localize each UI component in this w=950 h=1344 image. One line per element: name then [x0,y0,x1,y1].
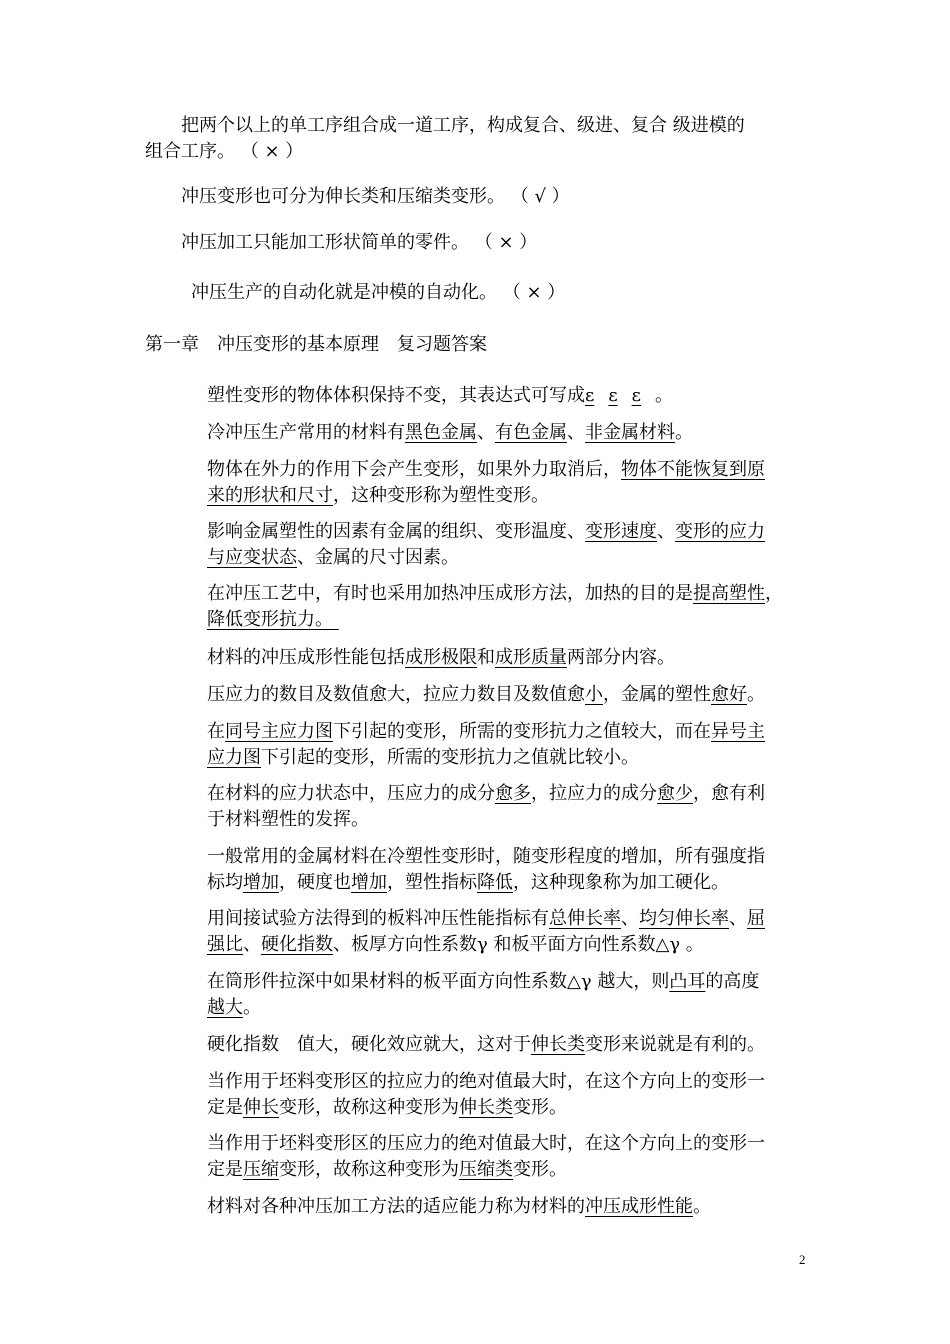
question-3-line-2 [207,484,549,508]
answer: 总伸长率 [549,908,621,929]
answer: 物体不能恢复到原 [621,459,765,480]
answer-blank [585,385,655,406]
answer: 强比 [207,934,243,955]
text-run: 材料对各种冲压加工方法的适应能力称为材料的 [207,1196,585,1217]
question-7 [207,683,765,707]
text-run: ，愈有利 [693,783,765,804]
question-14-line-2 [207,1096,567,1120]
text-run: 变形。 [513,1159,567,1180]
intro-line-2: 组合工序。 （ × ） [145,141,304,162]
answer: 与应变状态 [207,547,297,568]
page-number: 2 [799,1252,806,1267]
question-13 [207,1033,765,1057]
answer: 来的形状和尺寸 [207,485,333,506]
question-8-line-1 [207,720,765,744]
question-16 [207,1195,711,1219]
text-run: 在材料的应力状态中，压应力的成分 [207,783,495,804]
answer: 小 [585,684,603,705]
answer: 伸长类 [531,1034,585,1055]
intro-line-3: 冲压变形也可分为伸长类和压缩类变形。 （ √ ） [181,186,570,207]
answer: 硬化指数 [261,934,333,955]
answer: 增加 [351,872,387,893]
answer: 降低变形抗力。 [207,609,333,630]
text-run: 压应力的数目及数值愈大，拉应力数目及数值愈 [207,684,585,705]
text-run: ，拉应力的成分 [531,783,657,804]
question-8-line-2 [207,746,639,770]
text-run: 的高度 [705,971,760,992]
text-run: 材料的冲压成形性能包括 [207,647,405,668]
text-run: 下引起的变形，所需的变形抗力之值就比较小。 [261,747,639,768]
question-10-line-1: 一般常用的金属材料在冷塑性变形时，随变形程度的增加，所有强度指 [207,846,765,867]
question-3-line-1 [207,458,765,482]
text-run: 冷冲压生产常用的材料有 [207,422,405,443]
answer: 压缩 [243,1159,279,1180]
question-12-line-2 [207,996,261,1020]
answer: 异号主 [711,721,765,742]
text-run: 影响金属塑性的因素有金属的组织、变形温度、 [207,521,585,542]
text-run: 变形，故称这种变形为 [279,1159,459,1180]
answer: 非金属材料 [585,422,675,443]
answer: 降低 [477,872,513,893]
answer: 均匀伸长率 [639,908,729,929]
answer: 变形速度 [585,521,657,542]
text-run: 两部分内容。 [567,647,675,668]
text-run: 、 [567,422,585,443]
answer: 应力图 [207,747,261,768]
answer: 冲压成形性能 [585,1196,693,1217]
answer: 提高塑性 [693,583,765,604]
answer: 愈好 [711,684,747,705]
question-15-line-1: 当作用于坯料变形区的压应力的绝对值最大时，在这个方向上的变形一 [207,1133,765,1154]
text-run: 。 [693,1196,711,1217]
text-run: 。 [675,422,693,443]
answer: 愈多 [495,783,531,804]
question-4-line-1 [207,520,765,544]
question-11-line-1 [207,907,765,931]
text-run: ，硬度也 [279,872,351,893]
answer: 压缩类 [459,1159,513,1180]
text-run: ，这种变形称为塑性变形。 [333,485,549,506]
text-run: 物体在外力的作用下会产生变形，如果外力取消后， [207,459,621,480]
answer: 成形极限 [405,647,477,668]
text-run: 在筒形件拉深中如果材料的板平面方向性系数△γ 越大，则 [207,971,670,992]
text-run: ，金属的塑性 [603,684,711,705]
text-run: 用间接试验方法得到的板料冲压性能指标有 [207,908,549,929]
text-run: ε [585,385,595,406]
text-run: ，这种现象称为加工硬化。 [513,872,729,893]
text-run: 、板厚方向性系数γ 和板平面方向性系数△γ 。 [333,934,704,955]
answer: 成形质量 [495,647,567,668]
text-run: 标均 [207,872,243,893]
answer: 伸长 [243,1097,279,1118]
question-4-line-2 [207,546,459,570]
intro-line-1: 把两个以上的单工序组合成一道工序，构成复合、级进、复合 级进模的 [181,115,745,136]
question-10-line-2 [207,871,729,895]
answer: 黑色金属 [405,422,477,443]
question-14-line-1: 当作用于坯料变形区的拉应力的绝对值最大时，在这个方向上的变形一 [207,1071,765,1092]
question-9-line-1 [207,782,765,806]
question-5-line-1 [207,582,783,606]
text-run: 下引起的变形，所需的变形抗力之值较大，而在 [333,721,711,742]
text-run: 和 [477,647,495,668]
text-run: ε [631,385,641,406]
answer: 愈少 [657,783,693,804]
text-run: 定是 [207,1159,243,1180]
answer: 变形的应力 [675,521,765,542]
answer: 越大 [207,997,243,1018]
text-run: 定是 [207,1097,243,1118]
text-run: 。 [747,684,765,705]
text-run: 变形。 [513,1097,567,1118]
text-run: 、 [243,934,261,955]
question-15-line-2 [207,1158,567,1182]
chapter-heading: 第一章 冲压变形的基本原理 复习题答案 [145,334,487,355]
text-run: 变形，故称这种变形为 [279,1097,459,1118]
text-run: 。 [243,997,261,1018]
text-run: 在 [207,721,225,742]
text-run: 变形来说就是有利的。 [585,1034,765,1055]
answer: 屈 [747,908,765,929]
question-5-line-2 [207,608,339,632]
question-9-line-2: 于材料塑性的发挥。 [207,809,369,830]
question-11-line-2 [207,933,704,957]
text-run: 、 [477,422,495,443]
text-run: 、 [621,908,639,929]
text-run: ，塑性指标 [387,872,477,893]
answer: 伸长类 [459,1097,513,1118]
answer: 增加 [243,872,279,893]
text-run: 。 [654,385,673,406]
text-run: ε [608,385,618,406]
answer: 同号主应力图 [225,721,333,742]
answer: 凸耳 [669,971,706,992]
answer: 有色金属 [495,422,567,443]
question-12-line-1 [207,970,759,994]
question-1 [207,384,673,408]
text-run [333,609,339,630]
text-run: 在冲压工艺中，有时也采用加热冲压成形方法，加热的目的是 [207,583,693,604]
intro-line-4: 冲压加工只能加工形状简单的零件。 （ × ） [181,232,538,253]
text-run: 硬化指数 值大，硬化效应就大，这对于 [207,1034,531,1055]
text-run: 、 [729,908,747,929]
text-run: 、金属的尺寸因素。 [297,547,459,568]
question-6 [207,646,675,670]
question-2 [207,421,693,445]
intro-line-5: 冲压生产的自动化就是冲模的自动化。 （ × ） [191,282,566,303]
text-run: 、 [657,521,675,542]
text-run: ， [765,583,783,604]
text-run: 塑性变形的物体体积保持不变，其表达式可写成 [207,385,585,406]
